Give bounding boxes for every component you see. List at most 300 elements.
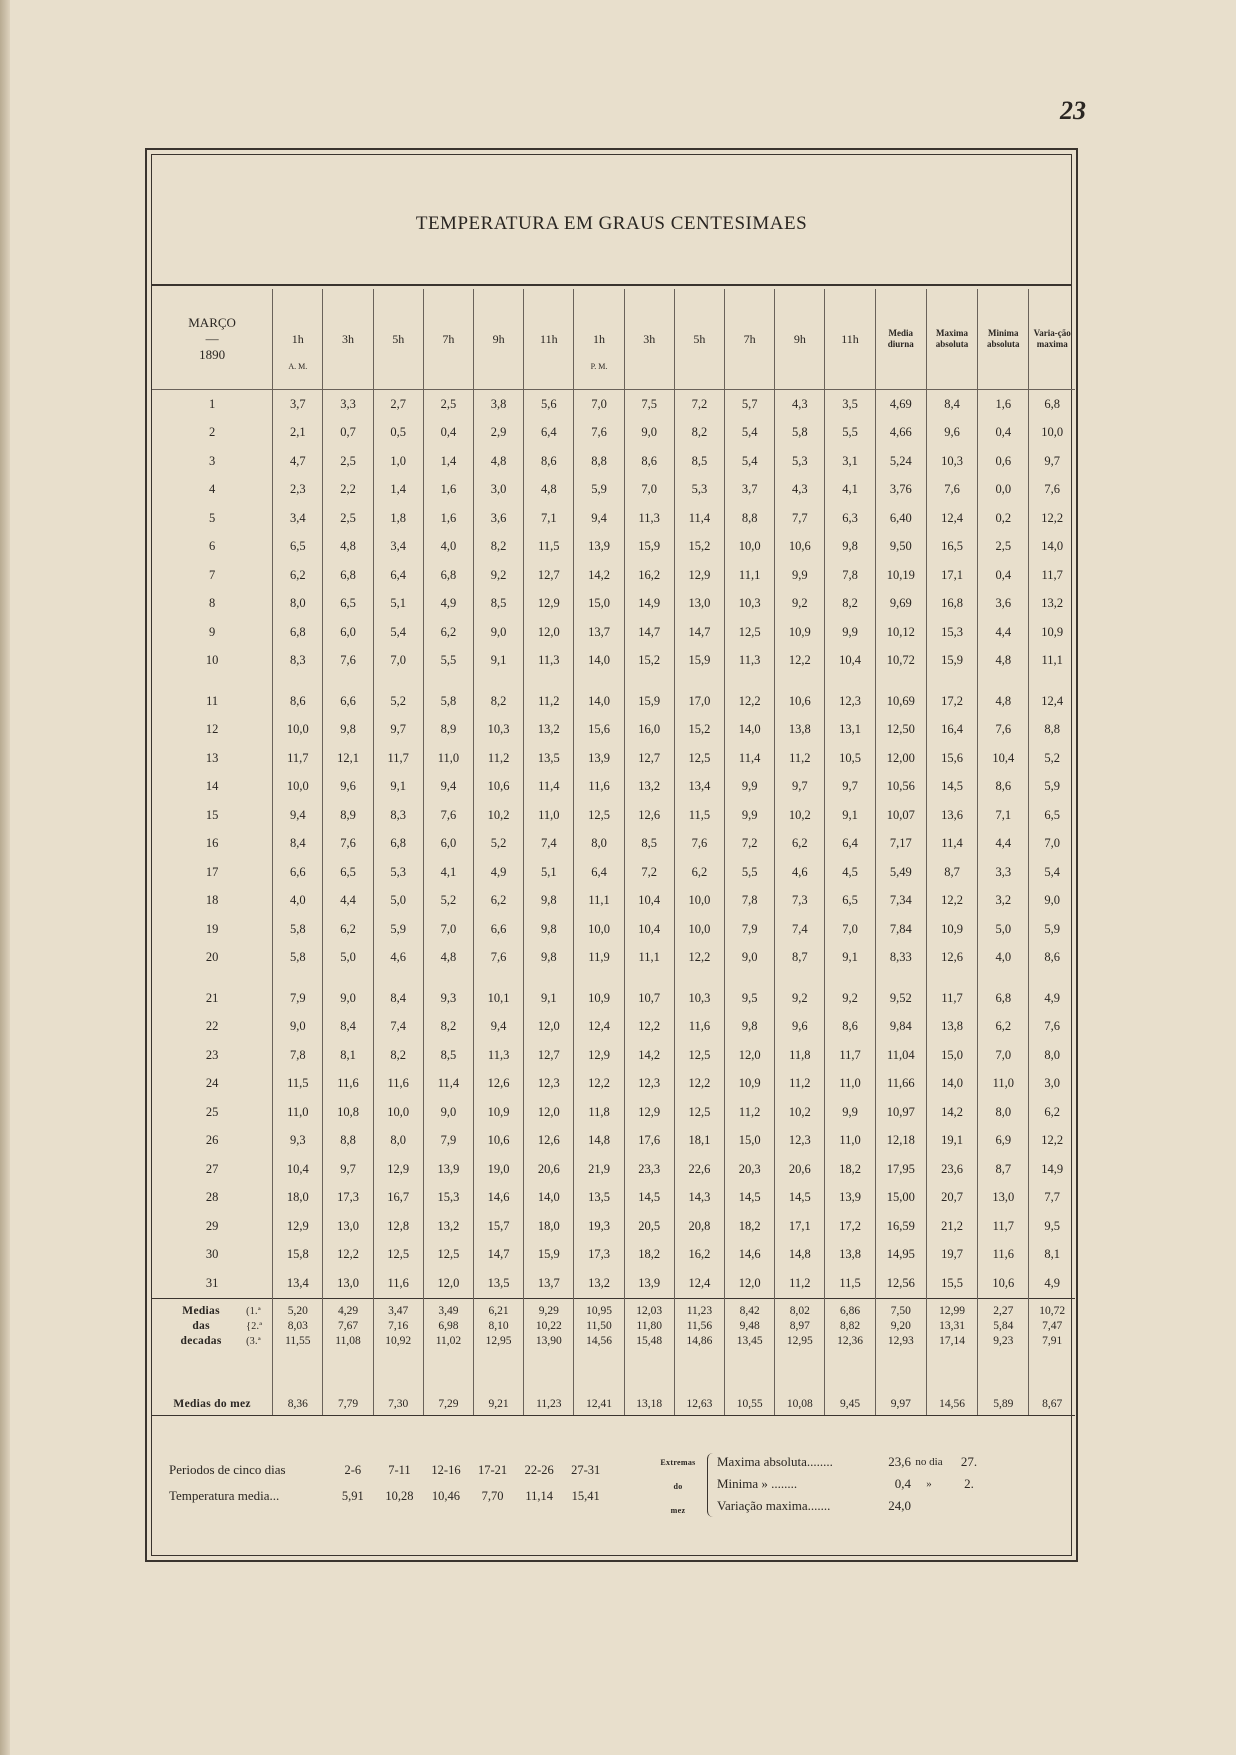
maxima-value: 11,4 — [926, 830, 977, 859]
maxima-value: 12,2 — [926, 887, 977, 916]
hour-value: 4,8 — [423, 944, 473, 973]
hour-value: 13,2 — [624, 773, 674, 802]
hour-value: 5,2 — [423, 887, 473, 916]
header-row — [152, 289, 1075, 390]
hour-value: 9,1 — [524, 972, 574, 1013]
day-number: 12 — [205, 722, 219, 737]
decade-minima-value: 5,84 — [978, 1319, 1029, 1334]
period-temp: 11,14 — [525, 1488, 553, 1503]
day-row — [152, 618, 1075, 647]
hour-value: 8,2 — [373, 1041, 423, 1070]
hour-value: 15,0 — [725, 1127, 775, 1156]
day-row — [152, 1212, 1075, 1241]
day-row — [152, 447, 1075, 476]
hour-value: 1,0 — [373, 447, 423, 476]
hour-value: 8,0 — [373, 1127, 423, 1156]
minima-value: 0,4 — [978, 561, 1029, 590]
maxima-value: 8,4 — [926, 390, 977, 419]
hour-value: 8,9 — [423, 716, 473, 745]
hour-value: 12,7 — [524, 561, 574, 590]
hour-value: 7,4 — [373, 1013, 423, 1042]
hour-value: 19,3 — [574, 1212, 624, 1241]
variacao-value: 6,8 — [1029, 390, 1075, 419]
hour-value: 10,0 — [273, 773, 323, 802]
hour-value: 10,1 — [474, 972, 524, 1013]
hour-value: 18,0 — [524, 1212, 574, 1241]
hour-value: 17,6 — [624, 1127, 674, 1156]
hour-value: 4,3 — [775, 390, 825, 419]
hour-value: 9,1 — [373, 773, 423, 802]
decade-variacao-value: 7,47 — [1029, 1319, 1075, 1334]
hour-value: 8,8 — [574, 447, 624, 476]
maxima-value: 14,2 — [926, 1098, 977, 1127]
hour-value: 17,3 — [574, 1241, 624, 1270]
maxima-value: 17,2 — [926, 675, 977, 716]
temperature-table — [152, 289, 1075, 1416]
hour-value: 5,0 — [323, 944, 373, 973]
hour-value: 7,8 — [825, 561, 875, 590]
month-hour-value: 13,18 — [624, 1393, 674, 1416]
extreme-row: Minima » ........ 0,4 » 2. — [717, 1476, 974, 1491]
maxima-value: 10,9 — [926, 915, 977, 944]
media-diurna-value: 3,76 — [875, 476, 926, 505]
month-hour-value: 7,30 — [373, 1393, 423, 1416]
hour-value: 6,4 — [524, 419, 574, 448]
hour-value: 14,2 — [574, 561, 624, 590]
decade-hour-value: 11,55 — [273, 1334, 323, 1393]
hour-value: 11,2 — [775, 744, 825, 773]
hour-value: 10,0 — [273, 716, 323, 745]
day-number: 13 — [205, 750, 219, 765]
hour-value: 12,0 — [524, 1098, 574, 1127]
decade-hour-value: 14,56 — [574, 1334, 624, 1393]
day-row — [152, 1269, 1075, 1298]
day-row — [152, 1241, 1075, 1270]
maxima-value: 23,6 — [926, 1155, 977, 1184]
day-row — [152, 1013, 1075, 1042]
hour-value: 4,0 — [273, 887, 323, 916]
variacao-value: 10,9 — [1029, 618, 1075, 647]
hour-value: 4,7 — [273, 447, 323, 476]
hour-value: 9,9 — [725, 773, 775, 802]
maxima-value: 15,6 — [926, 744, 977, 773]
minima-value: 5,0 — [978, 915, 1029, 944]
hour-value: 8,2 — [423, 1013, 473, 1042]
hour-value: 12,4 — [574, 1013, 624, 1042]
month-hour-value: 9,45 — [825, 1393, 875, 1416]
hour-value: 14,0 — [725, 716, 775, 745]
decade-label — [152, 1319, 273, 1334]
minima-value: 8,7 — [978, 1155, 1029, 1184]
hour-value: 5,8 — [273, 944, 323, 973]
hour-value: 10,0 — [373, 1098, 423, 1127]
hour-value: 4,9 — [423, 590, 473, 619]
hour-value: 2,5 — [423, 390, 473, 419]
minima-value: 6,8 — [978, 972, 1029, 1013]
header-hour: 1h A. M. — [273, 289, 323, 390]
hour-value: 10,6 — [474, 773, 524, 802]
day-number: 5 — [208, 510, 216, 525]
table-frame — [145, 148, 1078, 1562]
day-number: 25 — [205, 1104, 219, 1119]
hour-value: 6,6 — [474, 915, 524, 944]
hour-value: 4,6 — [373, 944, 423, 973]
day-row — [152, 944, 1075, 973]
minima-value: 0,6 — [978, 447, 1029, 476]
hour-value: 14,8 — [775, 1241, 825, 1270]
hour-value: 7,0 — [624, 476, 674, 505]
hour-value: 6,3 — [825, 504, 875, 533]
maxima-value: 15,5 — [926, 1269, 977, 1298]
maxima-value: 19,7 — [926, 1241, 977, 1270]
hour-value: 14,6 — [474, 1184, 524, 1213]
decades-body — [152, 1298, 1075, 1393]
hour-value: 7,6 — [574, 419, 624, 448]
hour-value: 14,5 — [624, 1184, 674, 1213]
hour-value: 13,0 — [323, 1212, 373, 1241]
table-title: TEMPERATURA EM GRAUS CENTESIMAES — [415, 213, 808, 234]
header-hour: 7h — [423, 289, 473, 390]
decade-label — [152, 1334, 273, 1393]
variacao-value: 4,9 — [1029, 1269, 1075, 1298]
page-number: 23 — [1060, 96, 1086, 125]
hour-value: 14,8 — [574, 1127, 624, 1156]
day-row — [152, 390, 1075, 419]
period-temp: 10,46 — [431, 1488, 461, 1503]
hour-value: 6,6 — [323, 675, 373, 716]
hour-value: 4,9 — [474, 858, 524, 887]
hour-value: 7,3 — [775, 887, 825, 916]
hour-value: 15,9 — [624, 675, 674, 716]
hour-value: 12,0 — [524, 1013, 574, 1042]
hour-value: 9,2 — [775, 590, 825, 619]
day-row — [152, 1184, 1075, 1213]
hour-value: 8,8 — [725, 504, 775, 533]
hour-value: 6,4 — [373, 561, 423, 590]
hour-value: 6,8 — [323, 561, 373, 590]
hour-value: 12,9 — [524, 590, 574, 619]
hour-value: 4,5 — [825, 858, 875, 887]
day-number: 24 — [205, 1076, 219, 1091]
hour-value: 7,4 — [524, 830, 574, 859]
decade-hour-value: 8,02 — [775, 1298, 825, 1319]
hour-value: 15,6 — [574, 716, 624, 745]
hour-value: 11,9 — [574, 944, 624, 973]
decade-hour-value: 9,48 — [725, 1319, 775, 1334]
media-diurna-value: 7,34 — [875, 887, 926, 916]
month-hour-value: 9,21 — [474, 1393, 524, 1416]
variacao-value: 7,0 — [1029, 830, 1075, 859]
hour-value: 13,8 — [825, 1241, 875, 1270]
title-rule — [152, 284, 1071, 286]
hour-value: 3,7 — [725, 476, 775, 505]
day-row — [152, 801, 1075, 830]
decade-maxima-value: 12,99 — [926, 1298, 977, 1319]
maxima-value: 8,7 — [926, 858, 977, 887]
hour-value: 9,8 — [524, 915, 574, 944]
hour-value: 13,2 — [524, 716, 574, 745]
hour-value: 13,2 — [574, 1269, 624, 1298]
minima-value: 8,0 — [978, 1098, 1029, 1127]
hour-value: 11,6 — [574, 773, 624, 802]
hour-value: 9,1 — [825, 944, 875, 973]
month-maxima-value: 14,56 — [926, 1393, 977, 1416]
header-media: Media diurna — [875, 289, 926, 390]
minima-value: 7,6 — [978, 716, 1029, 745]
hour-value: 5,9 — [373, 915, 423, 944]
decade-hour-value: 10,22 — [524, 1319, 574, 1334]
hour-value: 13,2 — [423, 1212, 473, 1241]
hour-value: 10,9 — [474, 1098, 524, 1127]
hour-value: 7,4 — [775, 915, 825, 944]
day-number: 16 — [205, 836, 219, 851]
hour-value: 17,1 — [775, 1212, 825, 1241]
decade-hour-value: 13,90 — [524, 1334, 574, 1393]
media-diurna-value: 10,19 — [875, 561, 926, 590]
decade-media-value: 7,50 — [875, 1298, 926, 1319]
maxima-value: 13,6 — [926, 801, 977, 830]
day-row — [152, 1041, 1075, 1070]
variacao-value: 13,2 — [1029, 590, 1075, 619]
header-hour: 3h — [323, 289, 373, 390]
media-diurna-value: 10,72 — [875, 647, 926, 676]
day-row — [152, 972, 1075, 1013]
hour-value: 2,3 — [273, 476, 323, 505]
maxima-value: 14,0 — [926, 1070, 977, 1099]
hour-value: 5,8 — [423, 675, 473, 716]
hour-value: 9,7 — [323, 1155, 373, 1184]
variacao-value: 8,6 — [1029, 944, 1075, 973]
hour-value: 6,4 — [574, 858, 624, 887]
hour-value: 11,6 — [373, 1269, 423, 1298]
hour-value: 3,0 — [474, 476, 524, 505]
hour-value: 3,5 — [825, 390, 875, 419]
hour-value: 8,4 — [273, 830, 323, 859]
hour-value: 12,2 — [674, 1070, 724, 1099]
media-diurna-value: 4,66 — [875, 419, 926, 448]
hour-value: 10,2 — [775, 1098, 825, 1127]
decade-hour-value: 11,50 — [574, 1319, 624, 1334]
hour-value: 11,3 — [474, 1041, 524, 1070]
hour-value: 3,1 — [825, 447, 875, 476]
decade-label-word: Medias — [182, 1305, 220, 1317]
hour-value: 7,8 — [273, 1041, 323, 1070]
hour-value: 11,6 — [373, 1070, 423, 1099]
hour-value: 7,6 — [323, 830, 373, 859]
hour-value: 6,5 — [323, 590, 373, 619]
hour-value: 11,0 — [423, 744, 473, 773]
hour-value: 14,0 — [524, 1184, 574, 1213]
hour-value: 18,2 — [624, 1241, 674, 1270]
header-hour: 5h — [674, 289, 724, 390]
temps-row — [169, 1483, 609, 1509]
decade-hour-value: 12,95 — [775, 1334, 825, 1393]
hour-value: 9,1 — [825, 801, 875, 830]
maxima-value: 15,9 — [926, 647, 977, 676]
media-diurna-value: 4,69 — [875, 390, 926, 419]
maxima-value: 15,0 — [926, 1041, 977, 1070]
variacao-value: 6,2 — [1029, 1098, 1075, 1127]
media-diurna-value: 6,40 — [875, 504, 926, 533]
extremes-rows — [717, 1451, 991, 1517]
decade-hour-value: 12,03 — [624, 1298, 674, 1319]
media-diurna-value: 12,18 — [875, 1127, 926, 1156]
hour-value: 8,6 — [273, 675, 323, 716]
hour-value: 13,7 — [574, 618, 624, 647]
hour-value: 11,1 — [574, 887, 624, 916]
maxima-value: 16,5 — [926, 533, 977, 562]
day-number: 1 — [208, 396, 216, 411]
decade-media-value: 9,20 — [875, 1319, 926, 1334]
variacao-value: 10,0 — [1029, 419, 1075, 448]
decade-hour-value: 15,48 — [624, 1334, 674, 1393]
hour-value: 11,7 — [373, 744, 423, 773]
variacao-value: 3,0 — [1029, 1070, 1075, 1099]
hour-value: 18,2 — [825, 1155, 875, 1184]
hour-value: 7,6 — [323, 647, 373, 676]
hour-value: 5,4 — [373, 618, 423, 647]
day-number: 23 — [205, 1047, 219, 1062]
hour-value: 5,7 — [725, 390, 775, 419]
hour-value: 12,2 — [624, 1013, 674, 1042]
hour-value: 15,7 — [474, 1212, 524, 1241]
month-hour-value: 11,23 — [524, 1393, 574, 1416]
day-row — [152, 744, 1075, 773]
minima-value: 0,4 — [978, 419, 1029, 448]
hour-value: 6,2 — [273, 561, 323, 590]
hour-value: 14,0 — [574, 647, 624, 676]
hour-value: 2,7 — [373, 390, 423, 419]
hour-value: 14,7 — [624, 618, 674, 647]
day-number: 29 — [205, 1218, 219, 1233]
maxima-value: 16,4 — [926, 716, 977, 745]
period-range: 17-21 — [477, 1462, 508, 1477]
hour-value: 18,0 — [273, 1184, 323, 1213]
hour-value: 11,0 — [825, 1070, 875, 1099]
hour-value: 11,6 — [323, 1070, 373, 1099]
hour-value: 14,0 — [574, 675, 624, 716]
minima-value: 11,7 — [978, 1212, 1029, 1241]
hour-value: 9,7 — [775, 773, 825, 802]
hour-value: 5,2 — [373, 675, 423, 716]
day-row — [152, 561, 1075, 590]
minima-value: 4,4 — [978, 830, 1029, 859]
hour-value: 11,5 — [674, 801, 724, 830]
hour-value: 7,5 — [624, 390, 674, 419]
maxima-value: 9,6 — [926, 419, 977, 448]
day-row — [152, 476, 1075, 505]
hour-value: 13,5 — [574, 1184, 624, 1213]
hour-value: 8,5 — [624, 830, 674, 859]
hour-value: 12,3 — [825, 675, 875, 716]
month-means-body — [152, 1393, 1075, 1416]
hour-value: 8,2 — [474, 675, 524, 716]
variacao-value: 9,7 — [1029, 447, 1075, 476]
month-minima-value: 5,89 — [978, 1393, 1029, 1416]
hour-value: 7,9 — [273, 972, 323, 1013]
hour-value: 3,3 — [323, 390, 373, 419]
minima-value: 0,0 — [978, 476, 1029, 505]
day-number: 4 — [208, 482, 216, 497]
media-diurna-value: 15,00 — [875, 1184, 926, 1213]
variacao-value: 7,7 — [1029, 1184, 1075, 1213]
media-diurna-value: 10,69 — [875, 675, 926, 716]
hour-value: 9,8 — [524, 944, 574, 973]
minima-value: 0,2 — [978, 504, 1029, 533]
decade-row — [152, 1319, 1075, 1334]
hour-value: 0,4 — [423, 419, 473, 448]
hour-value: 11,8 — [775, 1041, 825, 1070]
hour-value: 5,1 — [524, 858, 574, 887]
maxima-value: 12,6 — [926, 944, 977, 973]
days-body — [152, 390, 1075, 1299]
hour-value: 10,3 — [725, 590, 775, 619]
hour-value: 8,2 — [474, 533, 524, 562]
media-diurna-value: 12,56 — [875, 1269, 926, 1298]
hour-value: 10,0 — [674, 887, 724, 916]
hour-value: 11,2 — [775, 1269, 825, 1298]
decade-hour-value: 10,95 — [574, 1298, 624, 1319]
hour-value: 9,4 — [423, 773, 473, 802]
maxima-value: 19,1 — [926, 1127, 977, 1156]
month-means-row — [152, 1393, 1075, 1416]
month-hour-value: 10,55 — [725, 1393, 775, 1416]
hour-value: 9,3 — [423, 972, 473, 1013]
period-range: 2-6 — [344, 1462, 362, 1477]
media-diurna-value: 9,52 — [875, 972, 926, 1013]
hour-value: 10,9 — [775, 618, 825, 647]
header-year: 1890 — [199, 347, 226, 362]
hour-value: 11,3 — [624, 504, 674, 533]
hour-value: 13,0 — [674, 590, 724, 619]
month-hour-value: 8,36 — [273, 1393, 323, 1416]
hour-value: 10,4 — [273, 1155, 323, 1184]
variacao-value: 8,0 — [1029, 1041, 1075, 1070]
hour-value: 12,6 — [524, 1127, 574, 1156]
media-diurna-value: 10,07 — [875, 801, 926, 830]
hour-value: 5,6 — [524, 390, 574, 419]
hour-value: 5,3 — [373, 858, 423, 887]
variacao-value: 8,8 — [1029, 716, 1075, 745]
day-row — [152, 533, 1075, 562]
hour-value: 2,1 — [273, 419, 323, 448]
decade-hour-value: 11,08 — [323, 1334, 373, 1393]
media-diurna-value: 10,12 — [875, 618, 926, 647]
variacao-value: 12,4 — [1029, 675, 1075, 716]
day-number: 15 — [205, 807, 219, 822]
hour-value: 0,7 — [323, 419, 373, 448]
hour-value: 4,4 — [323, 887, 373, 916]
day-number: 6 — [208, 539, 216, 554]
header-hour: 1h P. M. — [574, 289, 624, 390]
variacao-value: 6,5 — [1029, 801, 1075, 830]
hour-value: 10,4 — [624, 887, 674, 916]
decade-hour-value: 4,29 — [323, 1298, 373, 1319]
minima-value: 1,6 — [978, 390, 1029, 419]
month-hour-value: 7,29 — [423, 1393, 473, 1416]
hour-value: 10,5 — [825, 744, 875, 773]
hour-value: 20,3 — [725, 1155, 775, 1184]
hour-value: 9,1 — [474, 647, 524, 676]
hour-value: 17,3 — [323, 1184, 373, 1213]
decade-hour-value: 13,45 — [725, 1334, 775, 1393]
hour-value: 11,5 — [524, 533, 574, 562]
decade-hour-value: 11,80 — [624, 1319, 674, 1334]
hour-value: 16,0 — [624, 716, 674, 745]
hour-value: 10,8 — [323, 1098, 373, 1127]
minima-value: 11,6 — [978, 1241, 1029, 1270]
hour-value: 11,4 — [725, 744, 775, 773]
